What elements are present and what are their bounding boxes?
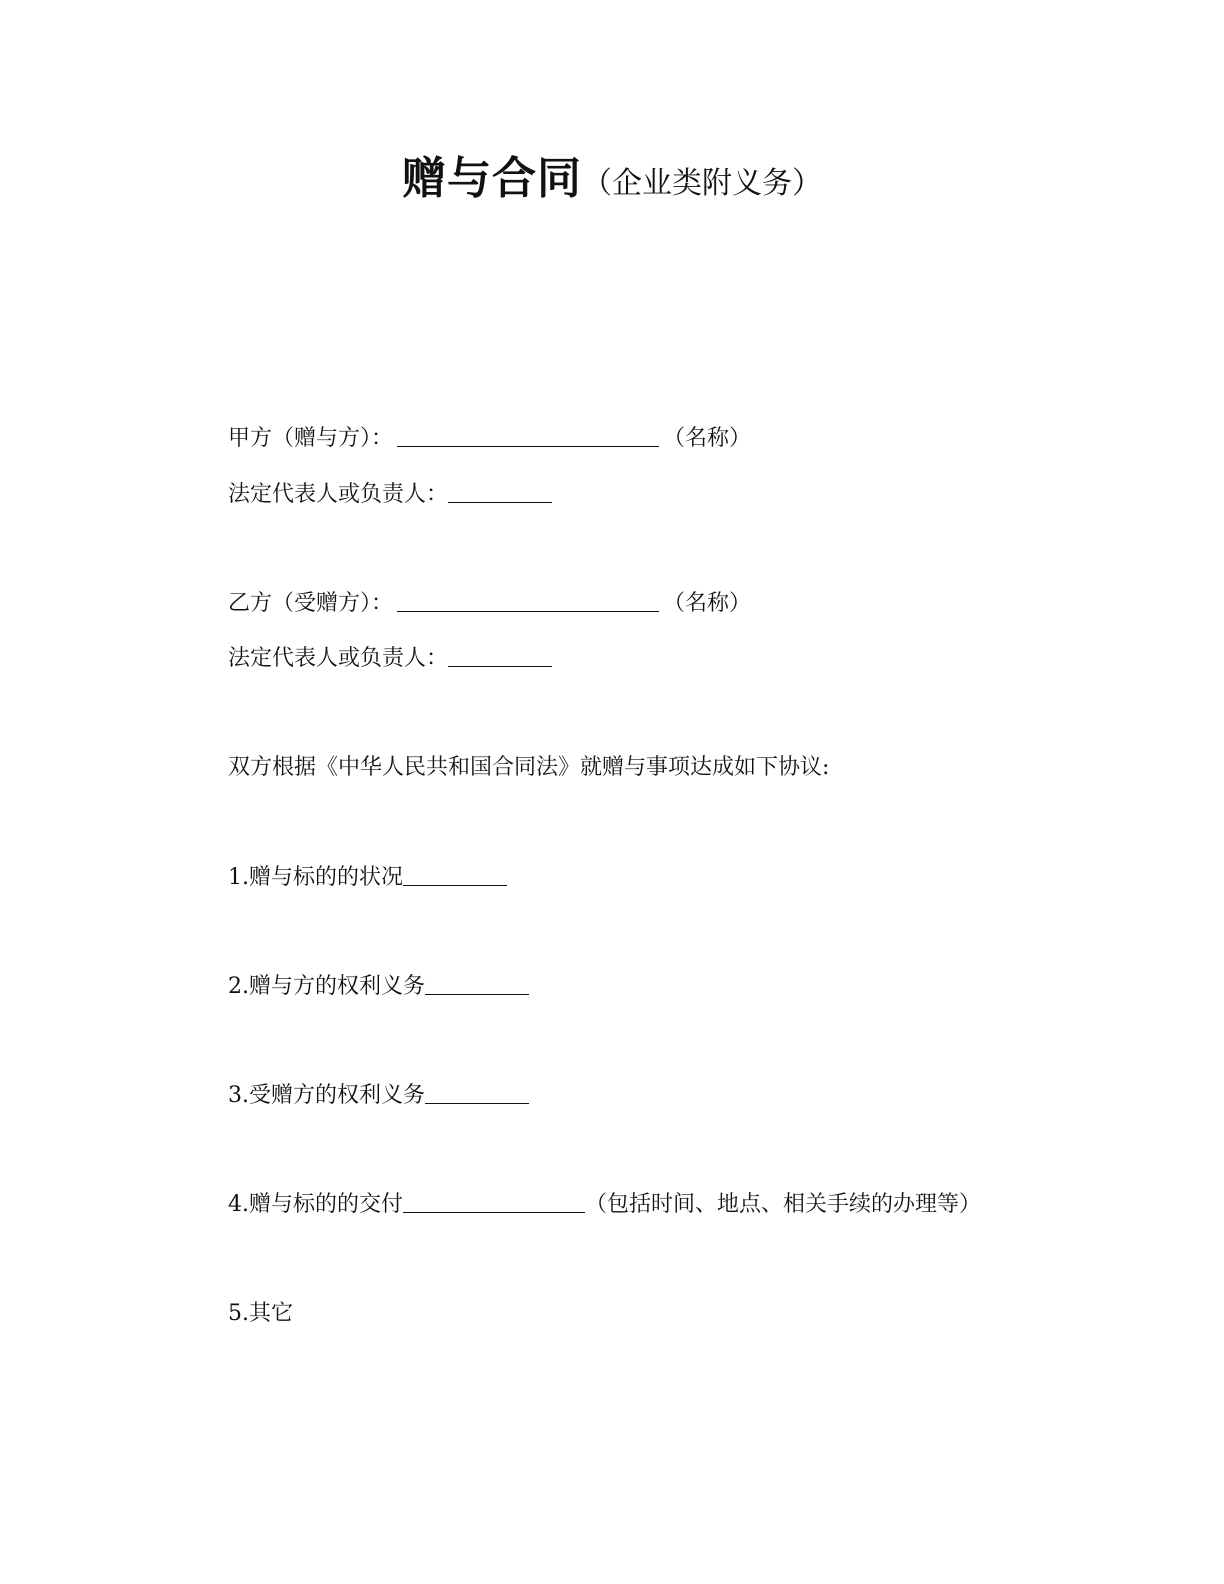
title-subtitle: （企业类附义务）	[582, 166, 822, 201]
clause-3-text: 3.受赠方的权利义务	[228, 1083, 425, 1108]
party-a-rep-blank[interactable]	[448, 480, 552, 503]
party-b-rep-blank[interactable]	[448, 644, 552, 667]
clause-5-text: 5.其它	[228, 1301, 293, 1326]
clause-4-blank[interactable]	[403, 1190, 585, 1213]
agreement-intro: 双方根据《中华人民共和国合同法》就赠与事项达成如下协议:	[228, 755, 830, 780]
clause-1	[228, 863, 507, 893]
clause-3-blank[interactable]	[425, 1081, 529, 1104]
clause-3	[228, 1081, 529, 1111]
clause-2-blank[interactable]	[425, 972, 529, 995]
document-title	[0, 142, 1224, 206]
party-b-name-blank[interactable]	[397, 589, 659, 612]
party-b-rep-label: 法定代表人或负责人：	[228, 646, 449, 671]
clause-5	[228, 1299, 293, 1329]
clause-4-text: 4.赠与标的的交付	[228, 1192, 403, 1217]
clause-2	[228, 972, 529, 1002]
party-a-name-suffix: （名称）	[663, 426, 752, 451]
title-main: 赠与合同	[402, 153, 582, 204]
party-a-rep-line	[228, 480, 552, 510]
clause-2-text: 2.赠与方的权利义务	[228, 974, 425, 999]
clause-1-text: 1.赠与标的的状况	[228, 865, 403, 890]
party-b-rep-line	[228, 644, 552, 674]
party-a-label: 甲方（赠与方）：	[228, 426, 394, 451]
party-a-rep-label: 法定代表人或负责人：	[228, 482, 449, 507]
party-b-label: 乙方（受赠方）：	[228, 591, 394, 616]
clause-4-suffix: （包括时间、地点、相关手续的办理等）	[585, 1192, 982, 1217]
clause-4	[228, 1190, 981, 1220]
party-a-line	[228, 424, 751, 454]
party-b-line	[228, 589, 751, 619]
party-b-name-suffix: （名称）	[663, 591, 752, 616]
party-a-name-blank[interactable]	[397, 424, 659, 447]
clause-1-blank[interactable]	[403, 863, 507, 886]
